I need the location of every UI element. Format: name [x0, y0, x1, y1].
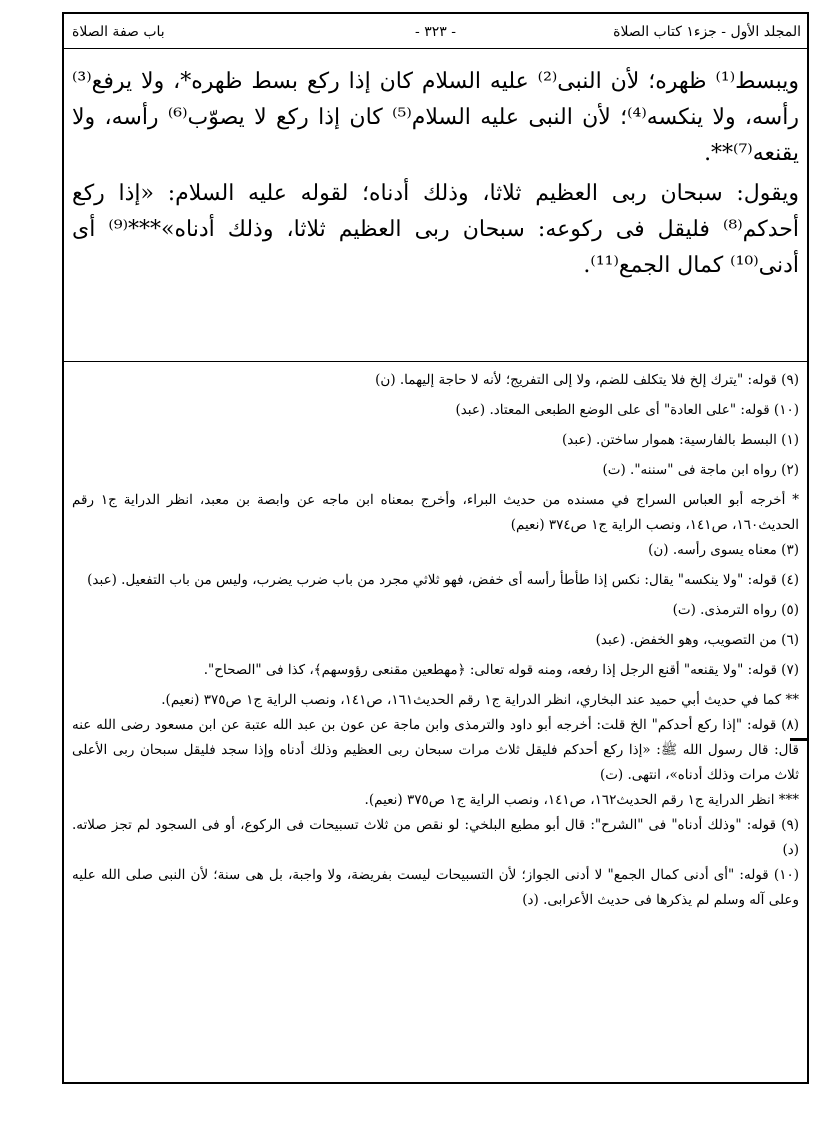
footnote-separator [64, 361, 807, 362]
footnote: (٤) قوله: "ولا ينكسه" يقال: نكس إذا طأطأ رأسه أى خفض، فهو ثلاثي مجرد من باب ضرب يضرب، وليس من باب التفعيل. (عبد) [87, 572, 799, 588]
footnote: (٥) رواه الترمذى. (ت) [672, 602, 799, 618]
footnote: (٨) قوله: "إذا ركع أحدكم" الخ قلت: أخرجه أبو داود والترمذى وابن ماجة عن عون بن عبد الله عتبة عن ابن مسعود رضى الله عنه قال: قال رسول الله ﷺ: «إذا ركع أحدكم فليقل ثلاث مرات سبحان ربى العظيم وذلك أدناه وإذا سجد فليقل سبحان ربى الأعلى ثلاث مرات وذلك أدناه»، انتهى. (ت) [72, 717, 799, 783]
page-frame [62, 12, 809, 1084]
main-text [72, 64, 799, 288]
footnote: (٢) رواه ابن ماجة فى "سننه". (ت) [602, 462, 799, 478]
footnote: (٩) قوله: "يترك إلخ فلا يتكلف للضم، ولا إلى التفريج؛ لأنه لا حاجة إليهما. (ن) [375, 372, 799, 388]
footnotes [72, 368, 799, 913]
footnote: (١٠) قوله: "على العادة" أى على الوضع الطبعى المعتاد. (عبد) [455, 402, 799, 418]
scan-mark [790, 738, 808, 741]
footnote: (١) البسط بالفارسية: هموار ساختن. (عبد) [561, 432, 799, 448]
footnote: (١٠) قوله: "أى أدنى كمال الجمع" لا أدنى الجواز؛ لأن التسبيحات ليست بفريضة، ولا واجبة، بل هى سنة؛ لأن النبى صلى الله عليه وعلى آله وسلم لم يذكرها فى حديث الأعرابى. (د) [72, 867, 799, 908]
main-paragraph: ويقول: سبحان ربى العظيم ثلاثا، وذلك أدناه؛ لقوله عليه السلام: «إذا ركع أحدكم⁽⁸⁾ فليقل فى ركوعه: سبحان ربى العظيم ثلاثا، وذلك أدناه»***⁽⁹⁾ أى أدنى⁽¹⁰⁾ كمال الجمع⁽¹¹⁾. [72, 181, 799, 278]
volume-title: المجلد الأول - جزء١ كتاب الصلاة [613, 24, 801, 40]
footnote: * أخرجه أبو العباس السراج في مسنده من حديث البراء، وأخرج بمعناه ابن ماجه عن وابصة بن معبد، انظر الدراية ج١ رقم الحديث١٦٠، ص١٤١، ونصب الراية ج١ ص٣٧٤ (نعيم) [72, 492, 799, 533]
header-divider [64, 48, 807, 49]
footnote: (٧) قوله: "ولا يقنعه" أقنع الرجل إذا رفعه، ومنه قوله تعالى: ﴿مهطعين مقنعى رؤوسهم﴾، كذا فى "الصحاح". [203, 662, 799, 678]
chapter-title: باب صفة الصلاة [72, 24, 165, 40]
footnote: ** كما في حديث أبي حميد عند البخاري، انظر الدراية ج١ رقم الحديث١٦١، ص١٤١، ونصب الراية ج١ ص٣٧٥ (نعيم). [161, 692, 799, 708]
footnote: *** انظر الدراية ج١ رقم الحديث١٦٢، ص١٤١، ونصب الراية ج١ ص٣٧٥ (نعيم). [364, 792, 799, 808]
main-paragraph: ويبسط⁽¹⁾ ظهره؛ لأن النبى⁽²⁾ عليه السلام كان إذا ركع بسط ظهره*، ولا يرفع⁽³⁾ رأسه، ولا ينكسه⁽⁴⁾؛ لأن النبى عليه السلام⁽⁵⁾ كان إذا ركع لا يصوّب⁽⁶⁾ رأسه، ولا يقنعه⁽⁷⁾**. [72, 69, 799, 166]
footnote: (٦) من التصويب، وهو الخفض. (عبد) [595, 632, 799, 648]
page-number: - ٣٢٣ - [415, 24, 456, 40]
footnote: (٣) معناه يسوى رأسه. (ن) [648, 542, 799, 558]
page-header [64, 14, 807, 48]
footnote: (٩) قوله: "وذلك أدناه" فى "الشرح": قال أبو مطيع البلخي: لو نقص من ثلاث تسبيحات فى الركوع، أو فى السجود لم تجز صلاته. (د) [72, 817, 799, 858]
